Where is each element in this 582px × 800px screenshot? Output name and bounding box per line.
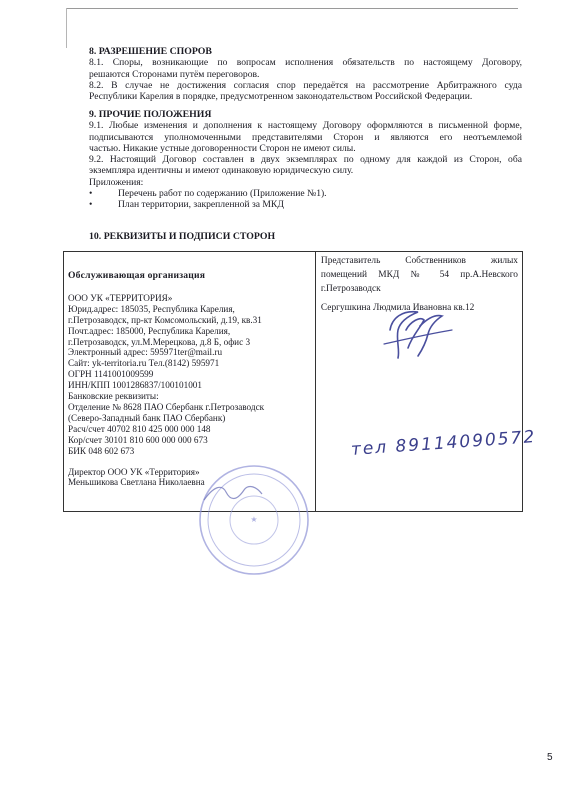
org-ogrn: ОГРН 1141001009599 [68, 369, 154, 380]
left-border-line [66, 8, 67, 48]
paragraph-9-1-line-3: частью. Никакие устные договоренности Сторон не имеют силы. [89, 142, 356, 154]
section-8-heading: 8. РАЗРЕШЕНИЕ СПОРОВ [89, 46, 212, 57]
org-account: Расч/счет 40702 810 425 000 000 148 [68, 423, 211, 434]
paragraph-9-1-line-2: подписываются уполномоченными представителями Сторон и являются его неотъемлемой [89, 131, 522, 143]
representative-name: Сергушкина Людмила Ивановна кв.12 [320, 302, 475, 313]
attachments-label: Приложения: [89, 176, 144, 188]
owners-representative-cell [315, 252, 522, 512]
org-site-phone: Сайт: yk-territoria.ru Тел.(8142) 595971 [68, 358, 220, 369]
section-9 [89, 109, 522, 211]
paragraph-8-1-line-2: решаются Сторонами путём переговоров. [89, 68, 260, 80]
org-director-name: Меньшикова Светлана Николаевна [68, 477, 205, 488]
bullet-icon: • [89, 199, 93, 211]
org-bank-branch: (Северо-Западный банк ПАО Сбербанк) [68, 412, 226, 423]
paragraph-8-2-line-2: Республики Карелия в порядке, предусмотренном законодательством Российской Федерации. [89, 91, 473, 103]
attachment-item-1 [89, 188, 522, 199]
org-inn-kpp: ИНН/КПП 1001286837/100101001 [68, 380, 202, 391]
handwritten-phone: тел 89114090572 [350, 427, 537, 460]
org-legal-address-1: Юрид.адрес: 185035, Республика Карелия, [68, 303, 235, 314]
org-postal-address-1: Почт.адрес: 185000, Республика Карелия, [68, 325, 231, 336]
paragraph-8-1-line-1: 8.1. Споры, возникающие по вопросам исполнения обязательств по настоящему Договору, [89, 57, 522, 69]
attachment-item-2-text: План территории, закрепленной за МКД [118, 199, 284, 211]
representative-line-2: помещений МКД № 54 пр.А.Невского [320, 270, 518, 281]
page-number: 5 [547, 752, 553, 763]
org-postal-address-2: г.Петрозаводск, ул.М.Мерецкова, д.8 Б, офис 3 [68, 336, 251, 347]
paragraph-9-2-line-1: 9.2. Настоящий Договор составлен в двух экземплярах по одному для каждой из Сторон, оба [89, 154, 522, 166]
org-name: ООО УК «ТЕРРИТОРИЯ» [68, 292, 173, 303]
attachment-item-2 [89, 199, 522, 210]
org-legal-address-2: г.Петрозаводск, пр-кт Комсомольский, д.19, кв.31 [68, 314, 262, 325]
svg-text:★: ★ [250, 515, 258, 524]
org-corr-account: Кор/счет 30101 810 600 000 000 673 [68, 434, 208, 445]
section-10-heading: 10. РЕКВИЗИТЫ И ПОДПИСИ СТОРОН [89, 231, 276, 242]
attachment-item-1-text: Перечень работ по содержанию (Приложение №1). [118, 188, 327, 200]
org-bik: БИК 048 602 673 [68, 445, 135, 456]
paragraph-9-2-line-2: экземпляра идентичны и имеют одинаковую юридическую силу. [89, 165, 354, 177]
org-bank-name: Отделение № 8628 ПАО Сбербанк г.Петрозаводск [68, 401, 265, 412]
bullet-icon: • [89, 188, 93, 200]
organization-title: Обслуживающая организация [68, 270, 206, 281]
org-email: Электронный адрес: 595971ter@mail.ru [68, 347, 223, 358]
director-signature [200, 478, 270, 510]
representative-line-3: г.Петрозаводск [320, 284, 381, 295]
representative-signature [378, 300, 458, 362]
org-bank-label: Банковские реквизиты: [68, 391, 159, 402]
paragraph-9-1-line-1: 9.1. Любые изменения и дополнения к настоящему Договору оформляются в письменной форме, [89, 120, 522, 132]
org-director-title: Директор ООО УК «Территория» [68, 466, 200, 477]
section-8 [89, 46, 522, 102]
representative-line-1: Представитель Собственников жилых [320, 256, 518, 266]
paragraph-8-2-line-1: 8.2. В случае не достижения согласия спор передаётся на рассмотрение Арбитражного суда [89, 79, 522, 91]
top-border-line [66, 8, 518, 9]
section-9-heading: 9. ПРОЧИЕ ПОЛОЖЕНИЯ [89, 109, 212, 120]
